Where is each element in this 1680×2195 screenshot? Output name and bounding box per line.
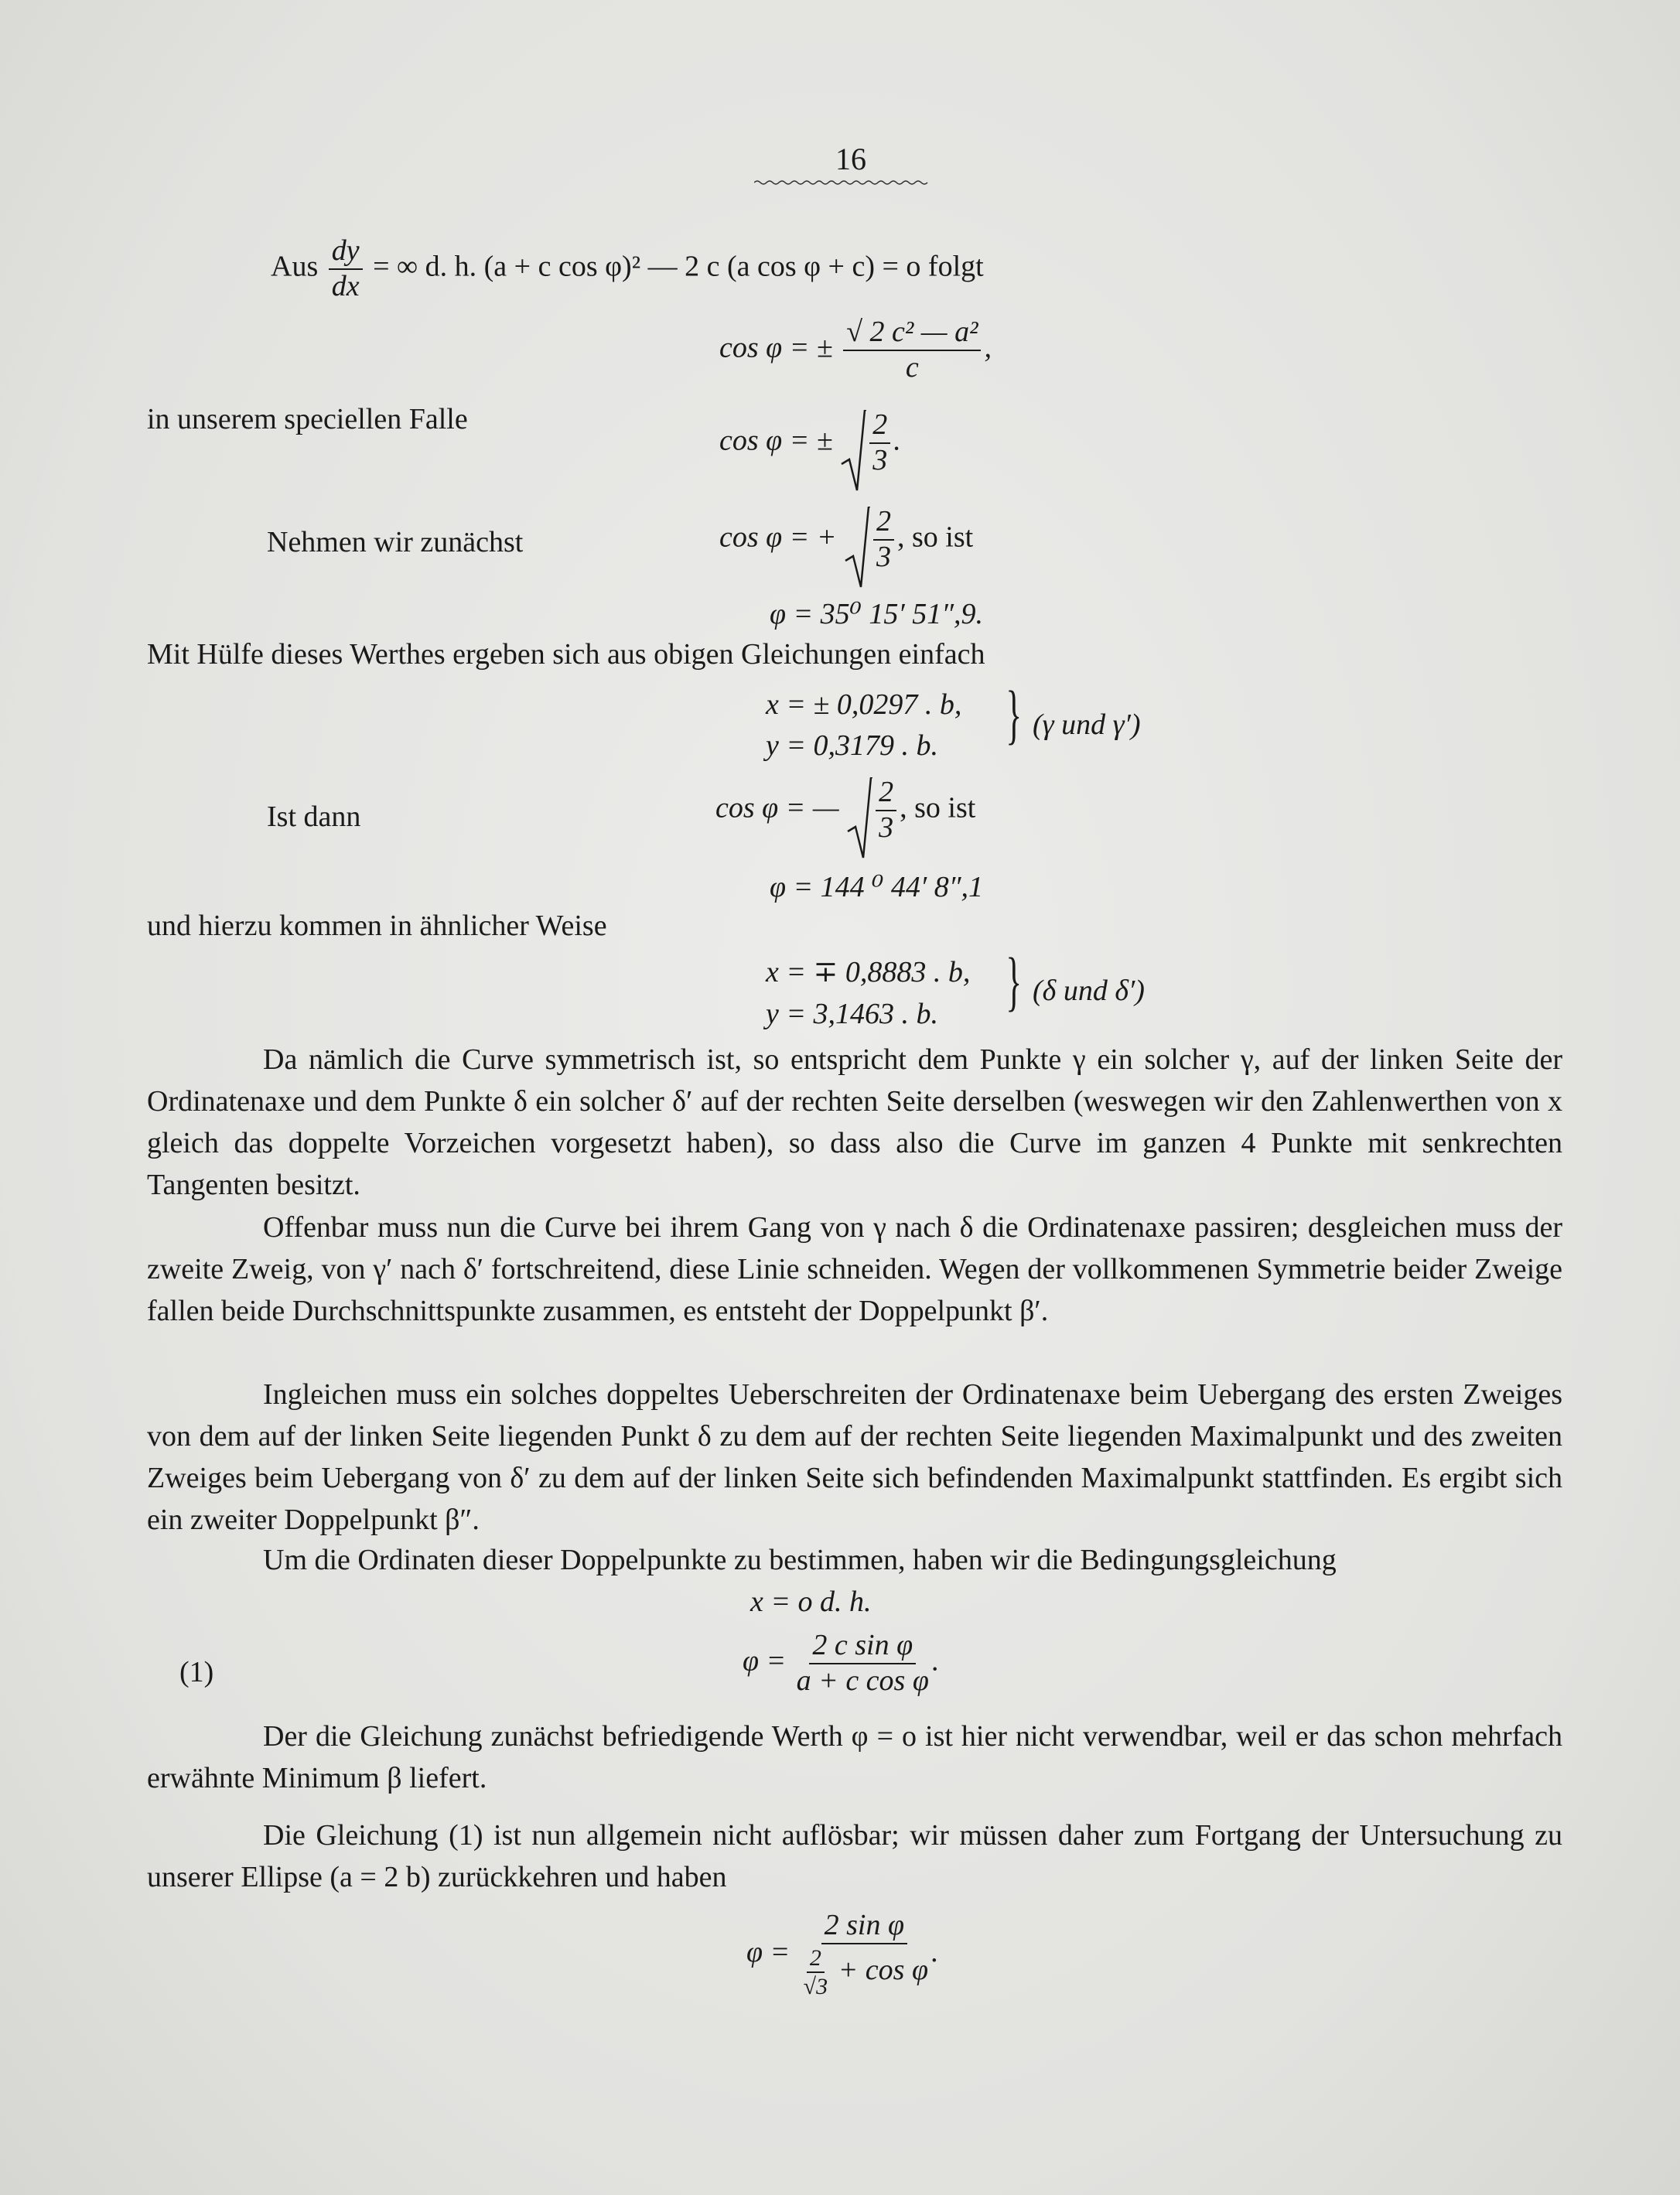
ornament-rule (754, 179, 928, 186)
equation-cos-positive: cos φ = + $\frac{2}{3}$ , so ist (719, 507, 973, 573)
mit-huelfe-text: Mit Hülfe dieses Werthes ergeben sich aus obigen Gleichungen einfach (147, 638, 985, 671)
equation-phi-2: φ = 144 ⁰ 44′ 8″,1 (770, 871, 984, 903)
equation-y-gamma: y = 0,3179 . b. (766, 729, 939, 762)
brace-delta: } (1006, 944, 1022, 1018)
paragraph-ellipse: Die Gleichung (1) ist nun allgemein nicht auflösbar; wir müssen daher zum Fortgang der Untersuchung zu unserer Ellipse (a = 2 b) zurückkehren und haben (147, 1819, 1562, 1893)
equation-x-zero: x = o d. h. (750, 1586, 872, 1618)
equation-1-label: (1) (179, 1656, 214, 1688)
equation-dydx: Aus $\frac{dy}{dx}$ = ∞ d. h. (a + c cos φ)² — 2 c (a cos φ + c) = o folgt (271, 234, 984, 302)
equation-cos-negative: cos φ = — $\frac{2}{3}$ , so ist (715, 777, 975, 844)
radical-sign (840, 410, 866, 495)
equation-phi-1: φ = 35⁰ 15′ 51″,9. (770, 598, 984, 630)
radical-sign (844, 507, 870, 592)
special-case-text: in unserem speciellen Falle (147, 403, 468, 435)
paragraph-doppelpunkt-2: Ingleichen muss ein solches doppeltes Ueberschreiten der Ordinatenaxe beim Uebergang des ersten Zweiges von dem auf der linken Seite liegenden Punkt δ zu dem auf der rechten Seite liegenden Maximalpunkt und des zweiten Zweiges beim Uebergang von δ′ zu dem auf der linken Seite sich befindenden Maximalpunkt stattfinden. Es ergibt sich ein zweiter Doppelpunkt β″. (147, 1378, 1562, 1536)
label-delta: (δ und δ′) (1033, 975, 1145, 1007)
brace-gamma: } (1006, 677, 1022, 751)
paragraph-doppelpunkt-1: Offenbar muss nun die Curve bei ihrem Gang von γ nach δ die Ordinatenaxe passiren; desgleichen muss der zweite Zweig, von γ′ nach δ′ fortschreitend, diese Linie schneiden. Wegen der vollkommenen Symmetrie beider Zweige fallen beide Durchschnittspunkte zusammen, es entsteht der Doppelpunkt β′. (147, 1211, 1562, 1327)
paragraph-symmetry: Da nämlich die Curve symmetrisch ist, so entspricht dem Punkte γ ein solcher γ, auf der linken Seite der Ordinatenaxe und dem Punkte δ ein solcher δ′ auf der rechten Seite derselben (weswegen wir den Zahlenwerthen von x gleich das doppelte Vorzeichen vorgesetzt haben), so dass also die Curve im ganzen 4 Punkte mit senkrechten Tangenten besitzt. (147, 1043, 1562, 1201)
equation-x-delta: x = ∓ 0,8883 . b, (766, 956, 971, 988)
equation-x-gamma: x = ± 0,0297 . b, (766, 688, 962, 721)
hierzu-text: und hierzu kommen in ähnlicher Weise (147, 910, 607, 942)
radical-sign (846, 777, 872, 862)
ist-dann-text: Ist dann (267, 801, 361, 833)
paragraph-minimum: Der die Gleichung zunächst befriedigende Werth φ = o ist hier nicht verwendbar, weil er das schon mehrfach erwähnte Minimum β liefert. (147, 1720, 1562, 1794)
equation-y-delta: y = 3,1463 . b. (766, 998, 939, 1030)
equation-cos-special: cos φ = ± $\frac{2}{3}$ . (719, 410, 901, 476)
paragraph-bedingung: Um die Ordinaten dieser Doppelpunkte zu bestimmen, haben wir die Bedingungsgleichung (263, 1544, 1337, 1576)
equation-last: φ = 2 sin φ $\frac{2}{√3}$ + cos φ . (746, 1909, 939, 2000)
label-gamma: (γ und γ′) (1033, 708, 1141, 741)
nehmen-text: Nehmen wir zunächst (267, 526, 524, 558)
equation-1: φ = $\frac{\text{2 c sin φ}}{\text{a + c cos φ}}$ . (743, 1629, 940, 1697)
equation-cos-general: cos φ = ± $\frac{\text{√ 2 c² — a²}}{c}$ , (719, 316, 992, 384)
page-number: 16 (835, 142, 866, 176)
